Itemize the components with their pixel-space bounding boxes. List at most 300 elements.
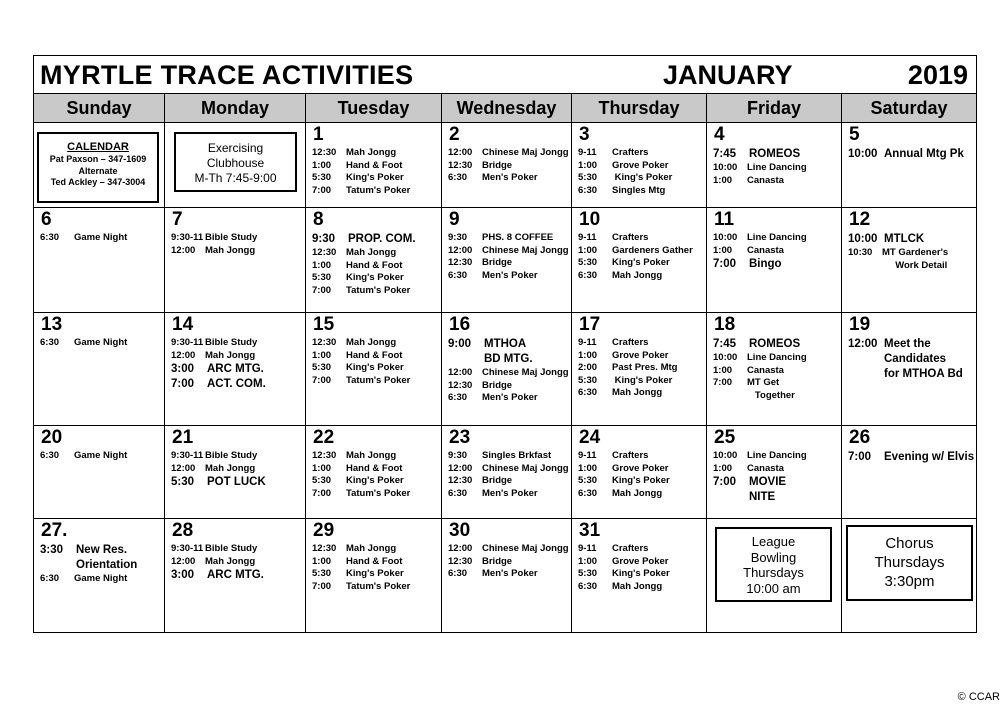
event-item xyxy=(578,556,703,569)
event-time: 9:30-11 xyxy=(171,337,204,348)
event-description: New Res. xyxy=(76,544,128,556)
event-description: King's Poker xyxy=(612,172,673,183)
event-item xyxy=(312,147,438,160)
event-description: Line Dancing xyxy=(747,352,807,363)
event-description: Line Dancing xyxy=(747,232,807,243)
event-item xyxy=(448,257,568,270)
event-time: 12:00 xyxy=(448,367,473,378)
day-cell xyxy=(306,519,442,633)
empty-cell-saturday xyxy=(842,519,976,633)
event-item xyxy=(448,232,568,245)
event-list xyxy=(40,450,161,463)
event-time: 12:30 xyxy=(312,147,337,158)
event-description: Game Night xyxy=(74,337,128,348)
event-item xyxy=(448,392,568,405)
event-time: 12:00 xyxy=(171,244,196,256)
event-item xyxy=(312,160,438,173)
event-description: Mah Jongg xyxy=(346,450,397,461)
event-time: 5:30 xyxy=(312,272,332,283)
event-item xyxy=(40,337,161,350)
event-item xyxy=(448,160,568,173)
event-description: King's Poker xyxy=(346,568,404,579)
event-time: 7:45 xyxy=(713,148,737,160)
event-item xyxy=(312,581,438,594)
event-item xyxy=(578,270,703,283)
event-item xyxy=(40,543,161,558)
event-time: 5:30 xyxy=(578,257,598,268)
event-time: 12:30 xyxy=(312,247,337,258)
day-cell xyxy=(572,519,707,633)
chorus-box-line: 3:30pm xyxy=(884,573,935,590)
event-item xyxy=(713,490,838,505)
event-item xyxy=(312,172,438,185)
event-description: Canasta xyxy=(747,462,784,474)
event-item xyxy=(312,285,438,298)
event-item xyxy=(848,337,973,352)
event-item xyxy=(448,543,568,556)
event-description: Mah Jongg xyxy=(612,387,663,398)
event-time: 6:30 xyxy=(448,392,468,403)
event-description: Hand & Foot xyxy=(346,349,403,361)
event-list xyxy=(578,337,703,400)
event-item xyxy=(448,245,568,258)
event-item xyxy=(312,185,438,198)
event-time xyxy=(713,390,747,403)
event-description: Canasta xyxy=(747,364,784,376)
event-description: Mah Jongg xyxy=(205,555,256,567)
event-list xyxy=(448,232,568,282)
day-number: 14 xyxy=(172,314,194,335)
empty-cell-monday xyxy=(165,123,306,208)
event-item xyxy=(578,450,703,463)
day-cell xyxy=(572,208,707,313)
event-description: Singles Mtg xyxy=(612,184,666,196)
event-description: Chinese Maj Jongg xyxy=(482,147,569,158)
day-name-saturday: Saturday xyxy=(870,98,948,118)
day-cell xyxy=(165,208,306,313)
day-number: 6 xyxy=(41,209,52,230)
event-list xyxy=(448,337,568,405)
day-cell xyxy=(34,208,165,313)
event-item xyxy=(448,367,568,380)
event-time: 12:00 xyxy=(171,462,196,474)
event-description: POT LUCK xyxy=(207,476,266,488)
event-description: Bridge xyxy=(482,257,513,268)
event-item xyxy=(312,260,438,273)
event-item xyxy=(713,377,838,390)
day-number: 27. xyxy=(41,520,68,541)
event-time: 5:30 xyxy=(578,568,598,579)
event-description: Meet the xyxy=(884,338,931,350)
day-number: 15 xyxy=(313,314,335,335)
event-description: Canasta xyxy=(747,244,784,256)
event-description: King's Poker xyxy=(612,374,673,386)
event-list xyxy=(848,337,973,382)
event-description: Annual Mtg Pk xyxy=(884,148,964,160)
day-number: 17 xyxy=(579,314,601,335)
event-item xyxy=(848,247,973,260)
event-time: 12:30 xyxy=(312,543,337,554)
event-description: Bingo xyxy=(749,258,782,270)
event-list xyxy=(713,337,838,402)
exercising-box xyxy=(174,132,297,192)
event-description: Canasta xyxy=(747,174,784,186)
calendar-year: 2019 xyxy=(907,60,968,90)
event-item xyxy=(40,450,161,463)
event-item xyxy=(713,175,838,188)
event-item xyxy=(578,475,703,488)
event-item xyxy=(713,390,838,403)
event-time: 5:30 xyxy=(578,172,598,183)
event-item xyxy=(713,450,838,463)
chorus-box xyxy=(846,525,973,601)
event-time: 6:30 xyxy=(578,269,598,281)
event-time: 1:00 xyxy=(312,159,332,171)
event-description: MOVIE xyxy=(749,476,787,488)
event-description: Bridge xyxy=(482,555,513,567)
event-list xyxy=(848,450,973,465)
event-description: ROMEOS xyxy=(749,148,801,160)
event-item xyxy=(848,232,973,247)
event-time: 5:30 xyxy=(171,476,195,488)
event-item xyxy=(578,172,703,185)
day-number: 11 xyxy=(714,209,735,230)
event-description: Hand & Foot xyxy=(346,462,403,474)
event-item xyxy=(312,247,438,260)
event-time: 5:30 xyxy=(312,172,332,183)
event-description: Mah Jongg xyxy=(612,487,663,499)
event-item xyxy=(713,463,838,476)
event-item xyxy=(713,245,838,258)
event-description: Chinese Maj Jongg xyxy=(482,367,569,378)
event-description: Mah Jongg xyxy=(205,462,256,474)
event-description: Mah Jongg xyxy=(346,337,397,348)
event-time: 1:00 xyxy=(713,244,733,256)
event-list xyxy=(713,450,838,505)
event-item xyxy=(171,568,302,583)
event-item xyxy=(713,257,838,272)
event-time: 7:00 xyxy=(713,258,737,270)
event-time: 1:00 xyxy=(578,159,598,171)
event-description: Game Night xyxy=(74,450,128,461)
event-time: 12:00 xyxy=(171,555,196,567)
event-item xyxy=(312,543,438,556)
event-list xyxy=(171,232,302,257)
event-description: King's Poker xyxy=(346,272,404,283)
event-time: 5:30 xyxy=(578,475,598,486)
event-description: Men's Poker xyxy=(482,568,538,579)
event-description: PHS. 8 COFFEE xyxy=(482,232,554,243)
event-description: MT Gardener's xyxy=(882,247,949,258)
event-time: 10:00 xyxy=(713,162,738,173)
day-number: 23 xyxy=(449,427,471,448)
day-cell xyxy=(306,313,442,426)
day-name-thursday: Thursday xyxy=(572,94,707,122)
day-cell xyxy=(442,313,572,426)
event-item xyxy=(448,556,568,569)
event-description: Chinese Maj Jongg xyxy=(482,244,569,256)
event-description: Line Dancing xyxy=(747,162,807,173)
event-item xyxy=(578,488,703,501)
event-description: Men's Poker xyxy=(482,269,538,281)
day-number: 13 xyxy=(41,314,63,335)
event-description: Crafters xyxy=(612,337,649,348)
event-item xyxy=(448,337,568,352)
event-item xyxy=(171,450,302,463)
event-list xyxy=(171,450,302,490)
event-list xyxy=(171,337,302,392)
day-cell xyxy=(442,208,572,313)
day-cell xyxy=(842,208,976,313)
league-bowling-box xyxy=(715,527,832,602)
event-description: NITE xyxy=(749,491,776,503)
event-description: Tatum's Poker xyxy=(346,184,411,196)
event-time: 6:30 xyxy=(578,487,598,499)
event-time: 12:00 xyxy=(448,244,473,256)
event-time: 12:30 xyxy=(448,379,473,391)
day-names-row xyxy=(34,94,976,123)
event-description: Bible Study xyxy=(205,232,258,243)
event-item xyxy=(578,160,703,173)
event-description: BD MTG. xyxy=(484,353,533,365)
day-name-friday: Friday xyxy=(707,94,842,122)
day-number: 25 xyxy=(714,427,736,448)
event-item xyxy=(578,375,703,388)
event-time: 9-11 xyxy=(578,147,597,158)
event-time: 9:30 xyxy=(448,450,468,461)
event-item xyxy=(713,352,838,365)
event-time xyxy=(848,260,882,273)
event-description: King's Poker xyxy=(612,475,670,486)
event-description: for MTHOA Bd xyxy=(884,368,963,380)
event-description: Chinese Maj Jongg xyxy=(482,462,569,474)
event-description: Mah Jongg xyxy=(205,244,256,256)
event-time: 7:00 xyxy=(312,184,332,196)
activities-calendar xyxy=(33,55,977,633)
calendar-month: JANUARY xyxy=(663,60,793,90)
event-time xyxy=(40,558,76,573)
day-number: 20 xyxy=(41,427,63,448)
event-item xyxy=(578,350,703,363)
event-item xyxy=(312,463,438,476)
event-item xyxy=(713,232,838,245)
event-item xyxy=(171,337,302,350)
event-time: 6:30 xyxy=(448,172,468,183)
day-number: 8 xyxy=(313,209,324,230)
event-time: 7:00 xyxy=(848,451,872,463)
calendar-grid xyxy=(34,123,976,633)
day-number: 7 xyxy=(172,209,183,230)
event-item xyxy=(848,450,973,465)
event-time: 12:00 xyxy=(448,147,473,158)
event-item xyxy=(578,463,703,476)
event-time: 9-11 xyxy=(578,543,597,554)
event-item xyxy=(171,556,302,569)
event-description: Tatum's Poker xyxy=(346,374,411,386)
event-item xyxy=(713,365,838,378)
day-number: 12 xyxy=(849,209,871,230)
day-number: 9 xyxy=(449,209,460,230)
calendar-box-line: Ted Ackley – 347-3004 xyxy=(50,177,146,187)
day-name-tuesday: Tuesday xyxy=(306,94,442,122)
day-number: 30 xyxy=(449,520,471,541)
day-number: 10 xyxy=(579,209,601,230)
empty-cell-sunday xyxy=(34,123,165,208)
day-cell xyxy=(707,313,842,426)
event-item xyxy=(40,558,161,573)
event-description: Hand & Foot xyxy=(346,259,403,271)
event-list xyxy=(40,543,161,586)
event-list xyxy=(713,232,838,272)
event-item xyxy=(312,475,438,488)
event-time: 6:30 xyxy=(578,184,598,196)
event-time: 3:00 xyxy=(171,569,195,581)
event-description: Mah Jongg xyxy=(346,147,397,158)
calendar-box-title: CALENDAR xyxy=(67,141,129,153)
event-item xyxy=(578,543,703,556)
event-list xyxy=(312,337,438,387)
event-description: Game Night xyxy=(74,232,128,243)
event-item xyxy=(312,556,438,569)
event-time: 1:00 xyxy=(312,462,332,474)
event-description: Grove Poker xyxy=(612,159,669,171)
day-number: 19 xyxy=(849,314,871,335)
event-time xyxy=(848,367,884,382)
event-item xyxy=(448,568,568,581)
event-item xyxy=(848,352,973,367)
event-time xyxy=(448,352,484,367)
day-cell xyxy=(306,426,442,519)
event-description: Mah Jongg xyxy=(346,543,397,554)
event-time: 5:30 xyxy=(312,475,332,486)
event-description: King's Poker xyxy=(346,362,404,373)
event-time: 7:00 xyxy=(713,377,733,388)
event-time: 12:30 xyxy=(312,450,337,461)
event-time: 1:00 xyxy=(578,555,598,567)
event-item xyxy=(312,232,438,247)
event-time: 10:00 xyxy=(848,148,878,160)
event-list xyxy=(448,147,568,185)
event-time: 1:00 xyxy=(578,462,598,474)
event-time: 1:00 xyxy=(578,349,598,361)
calendar-box-line: Alternate xyxy=(78,165,118,176)
exercising-box-line: Clubhouse xyxy=(206,156,265,170)
event-item xyxy=(448,380,568,393)
event-item xyxy=(578,232,703,245)
day-number: 3 xyxy=(579,124,590,145)
event-description: Line Dancing xyxy=(747,450,807,461)
day-number: 2 xyxy=(449,124,460,145)
event-description: ROMEOS xyxy=(749,338,801,350)
day-number: 4 xyxy=(714,124,725,145)
event-list xyxy=(40,337,161,350)
event-time: 1:00 xyxy=(713,364,733,376)
event-description: King's Poker xyxy=(612,257,670,268)
event-list xyxy=(713,147,838,187)
event-time: 12:30 xyxy=(448,475,473,486)
event-item xyxy=(578,362,703,375)
event-time: 12:00 xyxy=(848,338,878,350)
event-time: 10:00 xyxy=(713,352,738,363)
event-description: Men's Poker xyxy=(482,392,538,403)
event-description: PROP. COM. xyxy=(348,233,416,245)
day-cell xyxy=(572,313,707,426)
event-time: 9:30-11 xyxy=(171,450,204,461)
event-time: 9:30 xyxy=(448,232,468,243)
event-time: 7:45 xyxy=(713,338,737,350)
day-cell xyxy=(707,123,842,208)
league-box-line: League xyxy=(751,534,796,549)
event-description: King's Poker xyxy=(612,568,670,579)
day-name-wednesday: Wednesday xyxy=(442,94,572,122)
event-description: Bridge xyxy=(482,159,513,171)
event-item xyxy=(578,568,703,581)
event-item xyxy=(448,352,568,367)
event-description: Chinese Maj Jongg xyxy=(482,543,569,554)
event-item xyxy=(312,362,438,375)
event-item xyxy=(713,162,838,175)
event-time: 10:00 xyxy=(713,450,738,461)
event-description: ACT. COM. xyxy=(207,378,266,390)
title-bar xyxy=(34,56,976,94)
event-item xyxy=(578,245,703,258)
day-cell xyxy=(707,426,842,519)
event-time: 6:30 xyxy=(578,387,598,398)
day-number: 5 xyxy=(849,124,860,145)
empty-cell-friday xyxy=(707,519,842,633)
event-time: 12:30 xyxy=(312,337,337,348)
event-time: 12:30 xyxy=(448,159,473,171)
event-time xyxy=(713,490,749,505)
chorus-box-line: Thursdays xyxy=(874,554,945,571)
event-item xyxy=(448,488,568,501)
day-cell xyxy=(442,426,572,519)
event-list xyxy=(312,543,438,593)
calendar-title: MYRTLE TRACE ACTIVITIES xyxy=(40,60,414,90)
day-cell xyxy=(165,519,306,633)
event-time: 2:00 xyxy=(578,362,598,373)
event-item xyxy=(448,270,568,283)
event-time: 7:00 xyxy=(713,476,737,488)
event-list xyxy=(578,147,703,197)
event-list xyxy=(578,543,703,593)
event-item xyxy=(171,350,302,363)
event-item xyxy=(312,450,438,463)
event-time: 6:30 xyxy=(448,568,468,579)
event-item xyxy=(448,463,568,476)
day-cell xyxy=(34,313,165,426)
event-item xyxy=(312,488,438,501)
event-time: 6:30 xyxy=(40,232,60,243)
event-time: 9:30-11 xyxy=(171,232,204,243)
event-description: Mah Jongg xyxy=(612,269,663,281)
event-list xyxy=(578,450,703,500)
event-description: Crafters xyxy=(612,147,649,158)
event-time: 6:30 xyxy=(578,580,598,592)
event-list xyxy=(312,147,438,197)
day-number: 29 xyxy=(313,520,335,541)
event-description: Grove Poker xyxy=(612,462,669,474)
event-time: 12:00 xyxy=(448,462,473,474)
event-time: 3:00 xyxy=(171,363,195,375)
event-description: Hand & Foot xyxy=(346,555,403,567)
event-description: Together xyxy=(747,389,795,401)
event-description: Work Detail xyxy=(882,259,948,271)
event-item xyxy=(448,450,568,463)
event-time: 7:00 xyxy=(312,580,332,592)
event-item xyxy=(312,337,438,350)
day-cell xyxy=(34,426,165,519)
